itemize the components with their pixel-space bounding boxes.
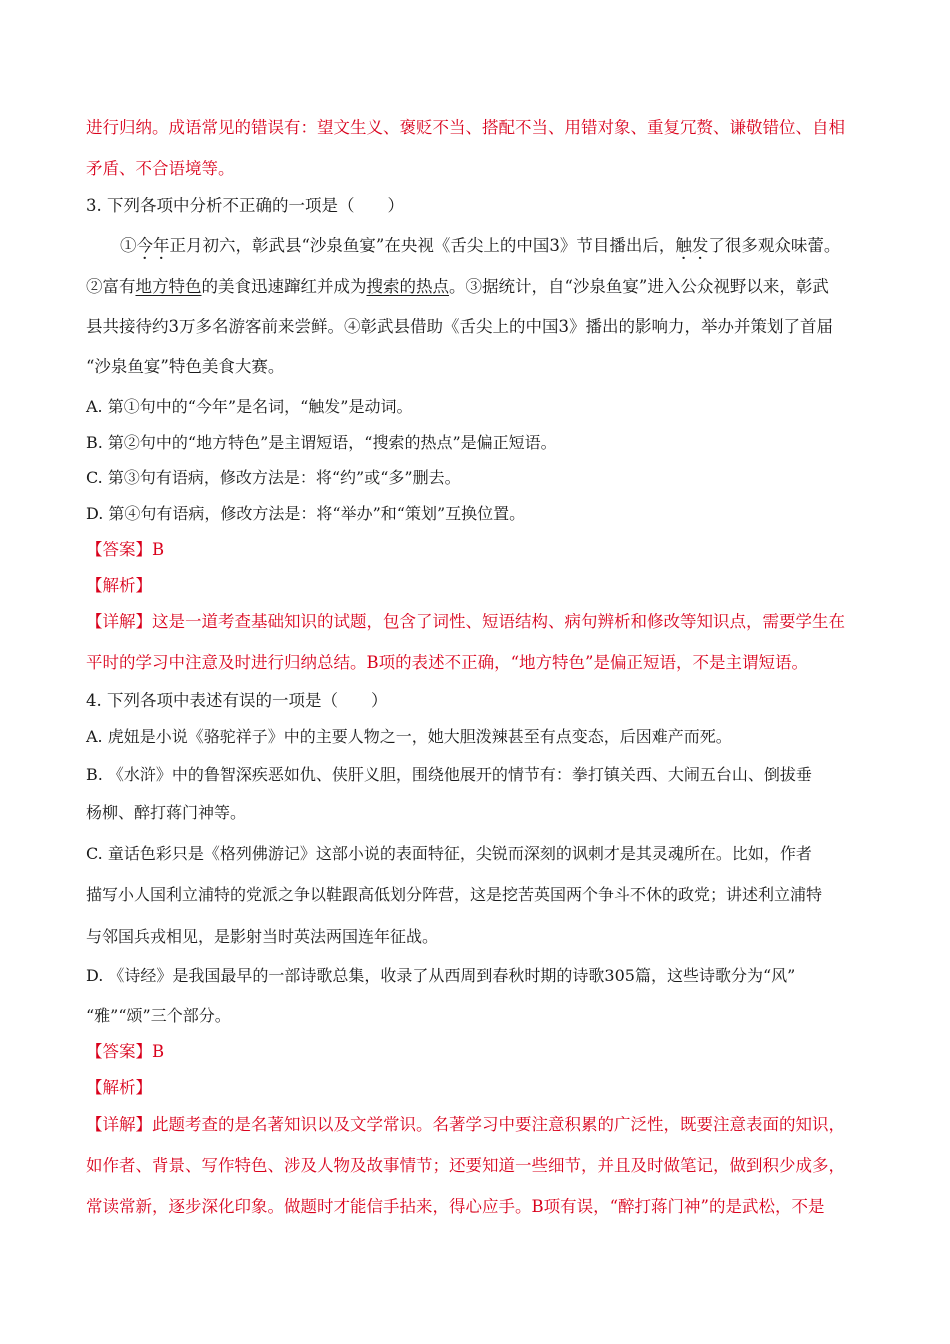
q3-option-c: C. 第③句有语病，修改方法是：将“约”或“多”删去。	[86, 468, 461, 487]
q3-option-d: D. 第④句有语病，修改方法是：将“举办”和“策划”互换位置。	[86, 504, 526, 523]
q4-option-b-line-2: 杨柳、醉打蒋门神等。	[86, 803, 247, 822]
q4-answer: 【答案】B	[86, 1042, 165, 1061]
q4-option-d-line-2: “雅”“颂”三个部分。	[86, 1006, 231, 1025]
q4-detail-line-3: 常读常新，逐步深化印象。做题时才能信手拈来，得心应手。B项有误，“醉打蒋门神”的是武松，不是	[86, 1197, 825, 1216]
passage-text: 正月初六，彰武县“沙泉鱼宴”在央视《舌尖上的中国3》节目播出后，	[169, 236, 676, 255]
q3-passage-line-1	[120, 234, 840, 258]
question-3-stem: 3. 下列各项中分析不正确的一项是（ ）	[86, 196, 404, 215]
q3-passage-line-4: “沙泉鱼宴”特色美食大赛。	[86, 357, 285, 376]
q3-passage-line-3: 县共接待约3万多名游客前来尝鲜。④彰武县借助《舌尖上的中国3》播出的影响力，举办并策划了首届	[86, 317, 833, 336]
emphasized-char-jin: 今	[136, 236, 153, 255]
q4-option-d-line-1: D. 《诗经》是我国最早的一部诗歌总集，收录了从西周到春秋时期的诗歌305篇，这些诗歌分为“风”	[86, 966, 796, 985]
passage-text: ②富有	[86, 277, 136, 296]
q4-option-c-line-2: 描写小人国利立浦特的党派之争以鞋跟高低划分阵营，这是挖苦英国两个争斗不休的政党；讲述利立浦特	[86, 885, 823, 904]
q3-option-b: B. 第②句中的“地方特色”是主谓短语，“搜索的热点”是偏正短语。	[86, 433, 557, 452]
q4-option-c-line-3: 与邻国兵戎相见，是影射当时英法两国连年征战。	[86, 927, 439, 946]
q2-explanation-line-1: 进行归纳。成语常见的错误有：望文生义、褒贬不当、搭配不当、用错对象、重复冗赘、谦敬错位、自相	[86, 118, 845, 137]
passage-text: 。③据统计，自“沙泉鱼宴”进入公众视野以来，彰武	[449, 277, 829, 296]
q3-detail-line-1: 【详解】这是一道考查基础知识的试题，包含了词性、短语结构、病句辨析和修改等知识点，需要学生在	[86, 612, 845, 631]
underlined-phrase-search-hotspot: 搜索的热点	[366, 277, 449, 296]
q3-passage-line-2	[86, 275, 829, 299]
q4-option-c-line-1: C. 童话色彩只是《格列佛游记》这部小说的表面特征，尖锐而深刻的讽刺才是其灵魂所在。比如，作者	[86, 844, 812, 863]
emphasized-char-nian: 年	[153, 236, 170, 255]
q3-detail-line-2: 平时的学习中注意及时进行归纳总结。B项的表述不正确，“地方特色”是偏正短语，不是主谓短语。	[86, 653, 808, 672]
passage-text: 的美食迅速蹿红并成为	[201, 277, 367, 296]
q4-detail-line-2: 如作者、背景、写作特色、涉及人物及故事情节；还要知道一些细节，并且及时做笔记，做到积少成多，	[86, 1156, 845, 1175]
q2-explanation-line-2: 矛盾、不合语境等。	[86, 159, 235, 178]
q3-analysis-label: 【解析】	[86, 576, 152, 595]
q4-detail-line-1: 【详解】此题考查的是名著知识以及文学常识。名著学习中要注意积累的广泛性，既要注意表面的知识，	[86, 1115, 845, 1134]
passage-text: 了很多观众味蕾。	[708, 236, 841, 255]
q3-option-a: A. 第①句中的“今年”是名词，“触发”是动词。	[86, 397, 413, 416]
q3-answer: 【答案】B	[86, 540, 165, 559]
q4-option-b-line-1: B. 《水浒》中的鲁智深疾恶如仇、侠肝义胆，围绕他展开的情节有：拳打镇关西、大闹五台山、倒拔垂	[86, 765, 812, 784]
emphasized-char-chu: 触	[675, 236, 692, 255]
q4-analysis-label: 【解析】	[86, 1078, 152, 1097]
sentence-marker-1: ①	[120, 236, 137, 255]
emphasized-char-fa: 发	[691, 236, 709, 255]
underlined-phrase-local-feature: 地方特色	[135, 277, 202, 296]
q4-option-a: A. 虎妞是小说《骆驼祥子》中的主要人物之一，她大胆泼辣甚至有点变态，后因难产而死。	[86, 727, 732, 746]
question-4-stem: 4. 下列各项中表述有误的一项是（ ）	[86, 691, 388, 710]
